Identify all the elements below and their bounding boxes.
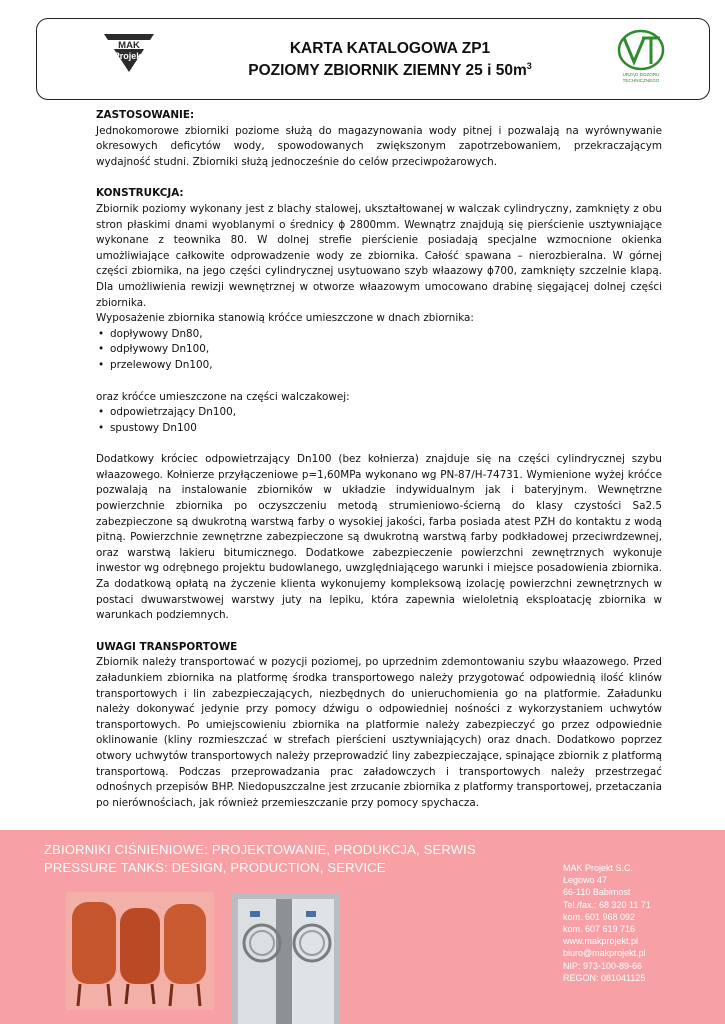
section-text-konstrukcja: Zbiornik poziomy wykonany jest z blachy stalowej, ukształtowanej w walczak cylindryczny, zamknięty z obu stron płaskimi dnami wyoblanymi o średnicy ϕ 2800mm. Wewnątrz znajdują się pierścienie usztywniające wykonane z teownika 80. W dolnej strefie pierścienie posiadają specjalne wzmocnione okienka umożliwiające całkowite odprowadzenie wody ze zbiornika. Całość spawana – nierozbieralna. W górnej części zbiornika, na jego części cylindrycznej usytuowano szyb właazowy ϕ700, zamknięty szczelnie klapą. Dla umożliwienia rewizji wewnętrznej w otworze właazowym umocowano drabinę sięgającej dolnej części zbiornika. — [96, 202, 662, 309]
mak-projekt-logo — [100, 30, 158, 74]
equipment-intro: Wyposażenie zbiornika stanowią króćce umieszczone w dnach zbiornika: — [96, 312, 474, 325]
title-line-1: KARTA KATALOGOWA ZP1 — [289, 40, 491, 57]
udt-logo — [614, 28, 668, 86]
list-item: • spustowy Dn100 — [96, 421, 662, 437]
section-heading-konstrukcja: KONSTRUKCJA: — [96, 187, 184, 200]
company-name: MAK Projekt S.C. — [563, 863, 634, 873]
website-link[interactable]: www.makprojekt.pl — [563, 936, 639, 947]
list-item: • odpowietrzający Dn100, — [96, 405, 662, 421]
tank-detail-photo — [232, 893, 340, 1024]
pressure-tanks-photo — [66, 892, 214, 1010]
list-item: • dopływowy Dn80, — [96, 327, 662, 343]
mobile-2: kom. 607 619 716 — [563, 924, 636, 935]
content — [96, 108, 662, 811]
mobile-1: kom. 601 968 092 — [563, 911, 636, 922]
section-heading-transport: UWAGI TRANSPORTOWE — [96, 640, 238, 653]
section-text-zastosowanie: Jednokomorowe zbiorniki poziome służą do magazynowania wody pitnej i pozwalają na wyrównywanie okresowych deficytów wody, spowodowanych zwiększonym zapotrzebowaniem, przekraczającym wydajność studni. Zbiorniki służą jednocześnie do celów przeciwpożarowych. — [96, 124, 662, 168]
section-text-transport: Zbiornik należy transportować w pozycji poziomej, po uprzednim zdemontowaniu szybu właazowego. Przed załadunkiem zbiornika na platformę środka transportowego należy przygotować odpowiednią ilość klinów transportowych i lin zabezpieczających, niezbędnych do unieruchomienia go na platformie. Załadunku należy dokonywać jedynie przy pomocy dźwigu o odpowiedniej nośności z wykorzystaniem uchwytów transportowych. Po umiejscowieniu zbiornika na platformie należy zabezpieczyć go przez odpowiednie oklinowanie (kliny rozmieszczać w strefach pierścieni usztywniających) oraz dnach. Dodatkowo poprzez otwory uchwytów transportowych należy przeprowadzić liny zabezpieczające, spinające zbiornik z platformą transportową. Podczas przeprowadzania prac załadowczych i transportowych należy przestrzegać odnośnych przepisów BHP. Niedopuszczalne jest zrzucanie zbiornika z platformy transportowej, przetaczania po nierównościach, jak również przemieszczanie przy pomocy spychacza. — [96, 656, 662, 809]
equipment-cylinder-list — [96, 405, 662, 436]
footer-tagline-pl: ZBIORNIKI CIŚNIENIOWE: PROJEKTOWANIE, PRODUKCJA, SERWIS — [44, 842, 476, 857]
title-line-2-text: POZIOMY ZBIORNIK ZIEMNY 25 i 50m — [248, 62, 527, 80]
section-text-additional: Dodatkowy króciec odpowietrzający Dn100 (bez kołnierza) znajduje się na części cylindrycznej szybu właazowego. Kołnierze przyłączeniowe p=1,60MPa wykonano wg PN-87/H-74731. Wymienione wyżej króćce pozwalają na instalowanie zbiorników w układzie indywidualnym jak i bateryjnym. Wewnętrzne powierzchnie zbiornika po oczyszczeniu metodą strumieniowo-ścierną do klasy czystości Sa2.5 zabezpieczone są dwukrotną warstwą farby o wysokiej jakości, farba posiada atest PZH do kontaktu z wodą pitną. Powierzchnie zewnętrzne zabezpieczone są dwukrotną warstwą farby podkładowej przeciwrdzewnej, oraz warstwą lakieru bitumicznego. Dodatkowe zabezpieczenie powierzchni zewnętrznych wykonuje inwestor wg odrębnego projektu budowlanego, uwzględniającego warunki i miejsce posadowienia zbiornika. Za dodatkową opłatą na życzenie klienta wykonujemy kompleksową izolację powierzchni zewnętrznych w postaci dwuwarstwowej warstwy juty na lepiku, która zapewnia wieloletnią eksploatację zbiornika w warunkach podziemnych. — [96, 453, 662, 622]
list-item: • odpływowy Dn100, — [96, 342, 662, 358]
regon: REGON: 081041125 — [563, 972, 646, 983]
equipment-bottoms-list — [96, 327, 662, 374]
phone-fax: Tel./fax.: 68 320 11 71 — [563, 899, 651, 910]
address-street: Łegowo 47 — [563, 875, 608, 886]
address-city: 66-110 Babimost — [563, 887, 631, 898]
title-line-2 — [230, 61, 550, 80]
equipment-cylinder-intro: oraz króćce umieszczone na części walczakowej: — [96, 390, 350, 403]
section-heading-zastosowanie: ZASTOSOWANIE: — [96, 109, 195, 121]
svg-text:TECHNICZNEGO: TECHNICZNEGO — [622, 78, 660, 83]
svg-text:MAK: MAK — [118, 40, 140, 51]
email-link[interactable]: biuro@makprojekt.pl — [563, 948, 646, 959]
udt-logo-text: URZĄD DOZORU — [622, 72, 660, 77]
contact-block — [563, 862, 651, 984]
footer-tagline-en: PRESSURE TANKS: DESIGN, PRODUCTION, SERVICE — [44, 860, 386, 875]
svg-text:Projekt: Projekt — [113, 51, 145, 61]
nip: NIP: 973-100-89-66 — [563, 960, 643, 971]
list-item: • przelewowy Dn100, — [96, 358, 662, 374]
title-superscript: 3 — [526, 61, 532, 71]
